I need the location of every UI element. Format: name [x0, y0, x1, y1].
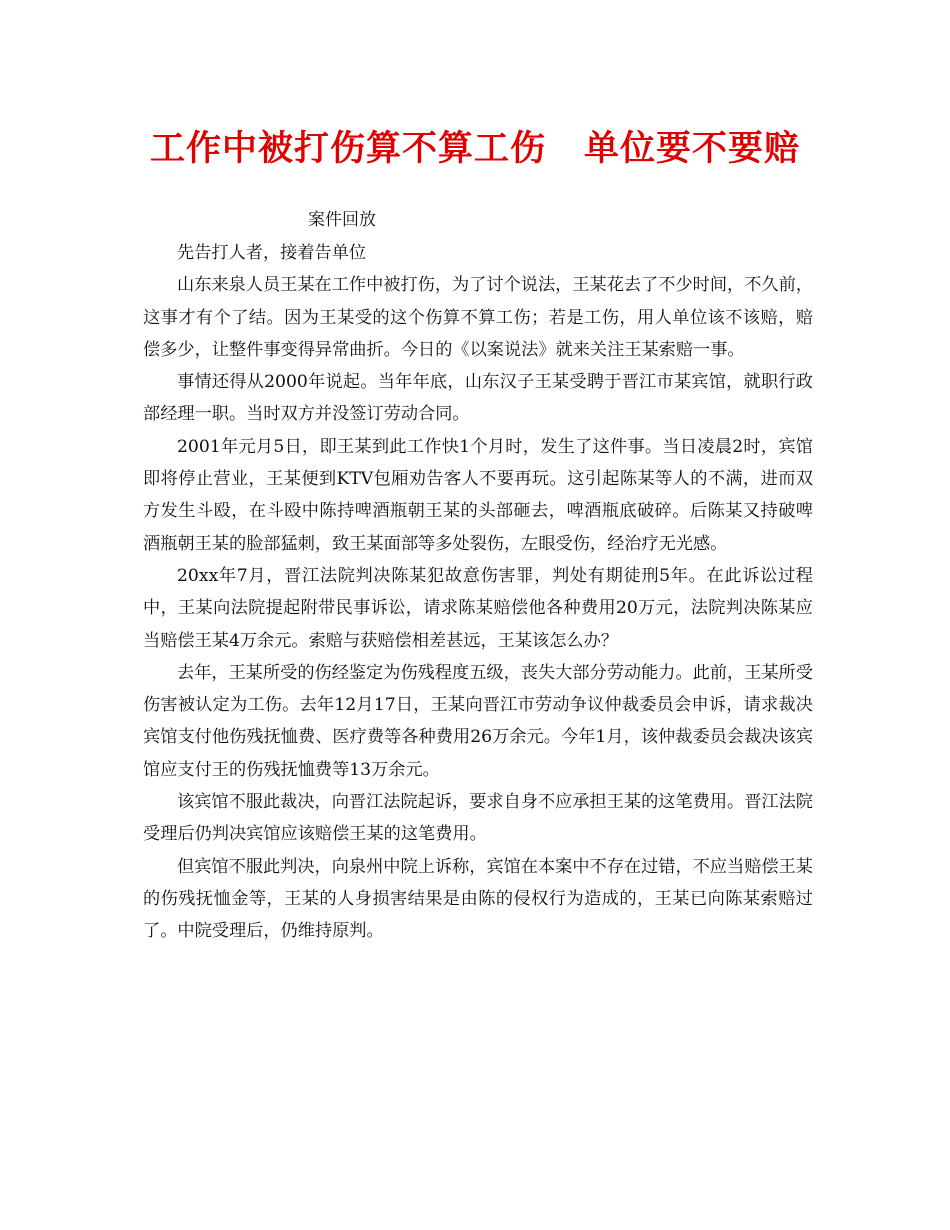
title-part-2: 单位要不要赔	[584, 129, 801, 169]
section-heading: 案件回放	[308, 210, 376, 230]
body-paragraph: 山东来泉人员王某在工作中被打伤，为了讨个说法，王某花去了不少时间，不久前，这事才有个了结。因为王某受的这个伤算不算工伤；若是工伤，用人单位该不该赔，赔偿多少，让整件事变得异常曲折。今日的《以案说法》就来关注王某索赔一事。	[143, 275, 813, 360]
document-title	[0, 124, 950, 174]
subheading-paragraph: 先告打人者，接着告单位	[177, 243, 367, 263]
body-paragraph: 2001年元月5日，即王某到此工作快1个月时，发生了这件事。当日凌晨2时，宾馆即将停止营业，王某便到KTV包厢劝告客人不要再玩。这引起陈某等人的不满，进而双方发生斗殴，在斗殴中陈持啤酒瓶朝王某的头部砸去，啤酒瓶底破碎。后陈某又持破啤酒瓶朝王某的脸部猛刺，致王某面部等多处裂伤，左眼受伤，经治疗无光感。	[143, 436, 813, 554]
body-paragraph: 事情还得从2000年说起。当年年底，山东汉子王某受聘于晋江市某宾馆，就职行政部经理一职。当时双方并没签订劳动合同。	[143, 372, 813, 425]
article-body	[143, 237, 813, 948]
body-paragraph: 但宾馆不服此判决，向泉州中院上诉称，宾馆在本案中不存在过错，不应当赔偿王某的伤残抚恤金等，王某的人身损害结果是由陈的侵权行为造成的，王某已向陈某索赔过了。中院受理后，仍维持原判。	[143, 856, 813, 942]
body-paragraph: 该宾馆不服此裁决，向晋江法院起诉，要求自身不应承担王某的这笔费用。晋江法院受理后仍判决宾馆应该赔偿王某的这笔费用。	[143, 792, 813, 845]
body-paragraph: 20xx年7月，晋江法院判决陈某犯故意伤害罪，判处有期徒刑5年。在此诉讼过程中，王某向法院提起附带民事诉讼，请求陈某赔偿他各种费用20万元，法院判决陈某应当赔偿王某4万余元。索赔与获赔偿相差甚远，王某该怎么办？	[143, 565, 813, 651]
body-paragraph: 去年，王某所受的伤经鉴定为伤残程度五级，丧失大部分劳动能力。此前，王某所受伤害被认定为工伤。去年12月17日，王某向晋江市劳动争议仲裁委员会申诉，请求裁决宾馆支付他伤残抚恤费、医疗费等各种费用26万余元。今年1月，该仲裁委员会裁决该宾馆应支付王的伤残抚恤费等13万余元。	[143, 662, 813, 780]
title-part-1: 工作中被打伤算不算工伤	[149, 129, 546, 169]
